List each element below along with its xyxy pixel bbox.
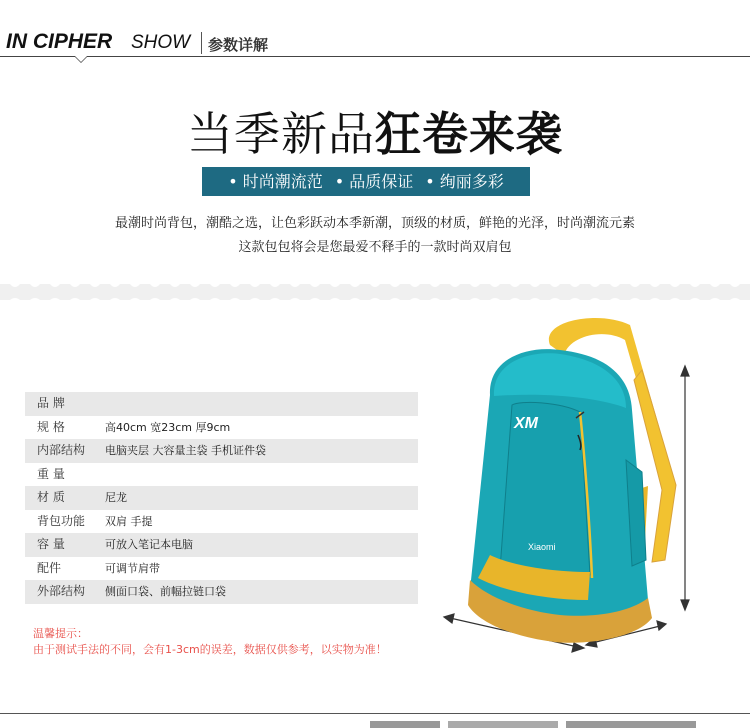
description-line-2: 这款包包将会是您最爱不释手的一款时尚双肩包 — [238, 240, 512, 255]
param-value: 可放入笔记本电脑 — [105, 538, 193, 551]
param-label: 配件 — [37, 560, 62, 575]
param-label: 外部结构 — [37, 584, 86, 598]
product-brand-text: Xiaomi — [528, 542, 556, 552]
param-value: 电脑夹层 大容量主袋 手机证件袋 — [105, 444, 266, 457]
header-separator — [201, 32, 202, 54]
height-dimension-arrow — [681, 366, 689, 610]
param-row — [25, 416, 418, 440]
headline-light: 当季新品 — [187, 107, 375, 161]
section-title: 参数详解 — [208, 36, 269, 54]
notice-text: 由于测试手法的不同，会有1-3cm的误差，数据仅供参考，以实物为准！ — [33, 643, 387, 656]
notice-title: 温馨提示： — [33, 627, 88, 640]
feature-tag: • 绚丽多彩 — [425, 172, 504, 191]
param-row — [25, 486, 418, 510]
param-label: 材 质 — [37, 490, 65, 504]
brand-name: IN CIPHER — [6, 30, 113, 53]
param-row — [25, 463, 418, 487]
header-divider — [0, 56, 750, 57]
param-row — [25, 510, 418, 534]
param-label: 容 量 — [37, 537, 65, 551]
bottom-cropped-banner — [0, 704, 750, 728]
feature-tag: • 时尚潮流范 — [228, 172, 323, 191]
param-value: 高40cm 宽23cm 厚9cm — [105, 420, 231, 434]
hero-headline — [0, 98, 750, 164]
param-label: 重 量 — [37, 466, 65, 481]
feature-tag: • 品质保证 — [334, 172, 414, 191]
param-label: 规 格 — [37, 419, 65, 434]
param-value: 尼龙 — [105, 491, 127, 504]
param-label: 内部结构 — [37, 443, 86, 457]
param-label: 背包功能 — [37, 513, 86, 528]
param-row — [25, 439, 418, 463]
feature-tag-bar — [202, 167, 530, 196]
param-value: 双肩 手提 — [105, 514, 153, 528]
param-value: 侧面口袋、前幅拉链口袋 — [105, 585, 226, 598]
brand-show: SHOW — [131, 32, 191, 53]
headline-bold: 狂卷来袭 — [375, 107, 563, 161]
param-row — [25, 533, 418, 557]
product-logo: XM — [514, 415, 538, 432]
backpack-image — [430, 300, 730, 660]
param-row — [25, 580, 418, 604]
page-header — [0, 0, 750, 66]
param-label: 品 牌 — [37, 396, 65, 410]
param-row — [25, 557, 418, 581]
parameter-table — [25, 392, 418, 604]
description-line-1: 最潮时尚背包，潮酷之选，让色彩跃动本季新潮，顶级的材质，鲜艳的光泽，时尚潮流元素 — [114, 216, 635, 231]
param-value: 可调节肩带 — [105, 561, 160, 575]
param-row — [25, 392, 418, 416]
